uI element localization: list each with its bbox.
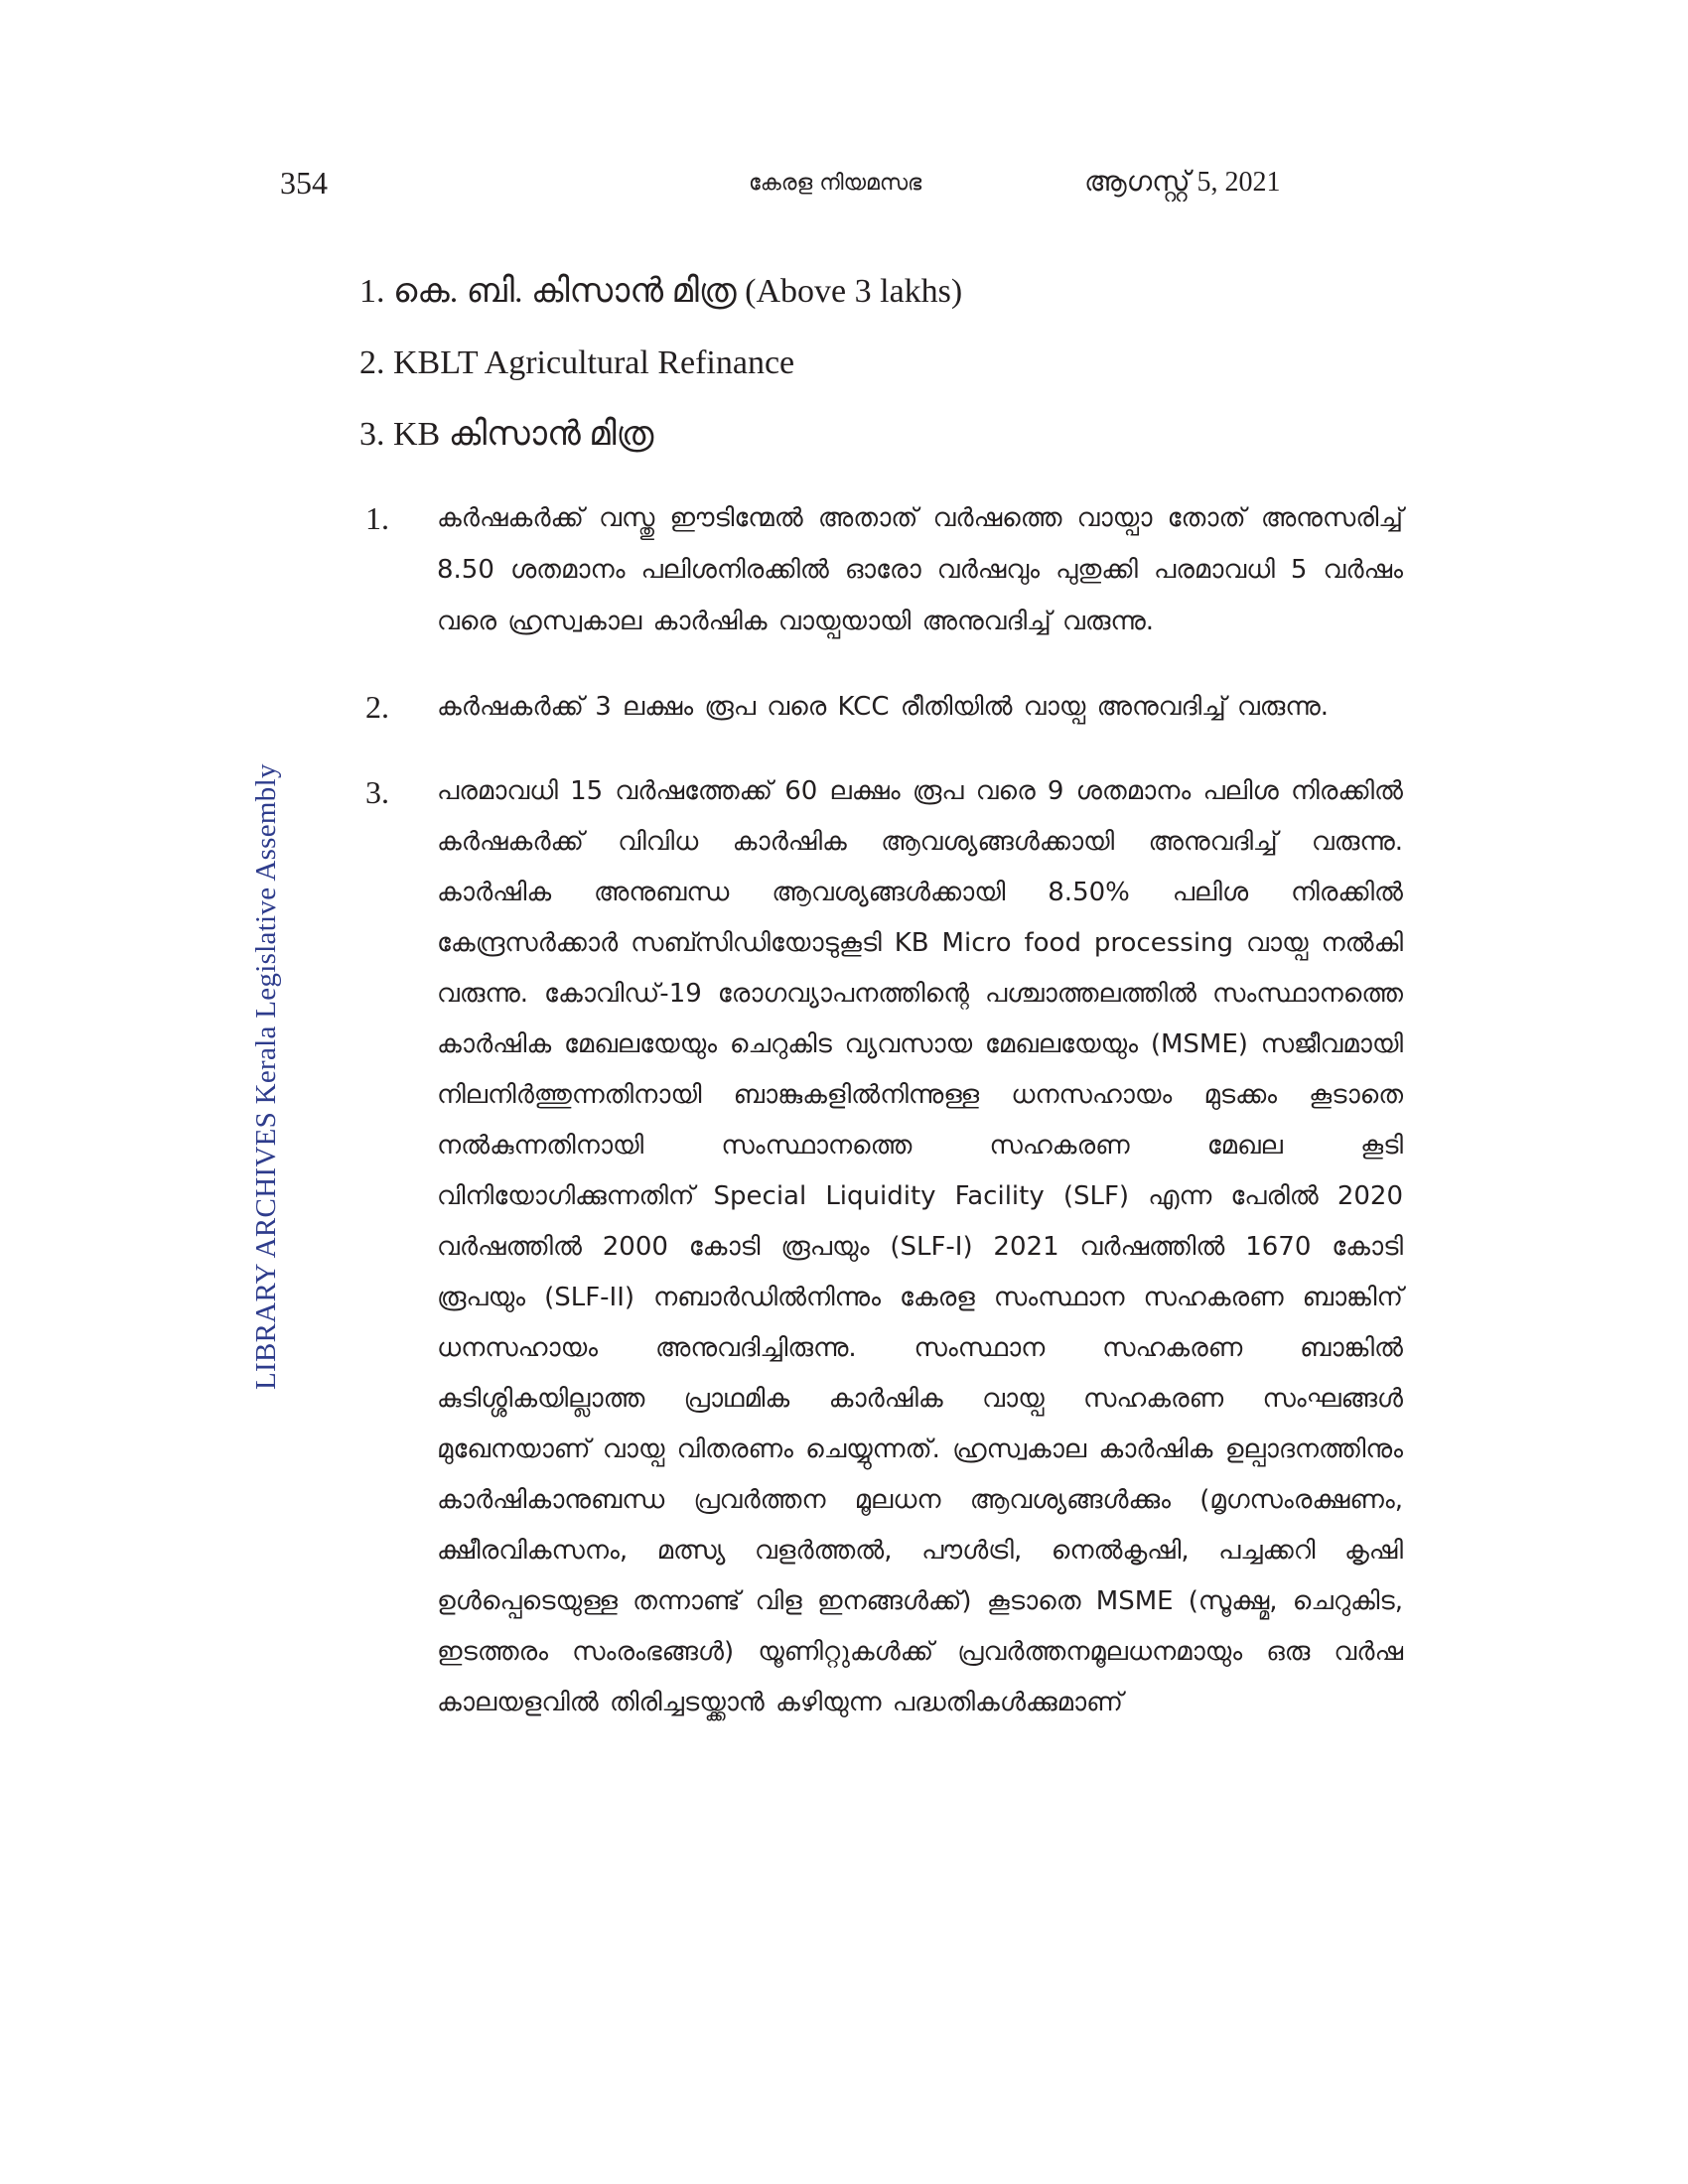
point-text: പരമാവധി 15 വർഷത്തേക്ക് 60 ലക്ഷം രൂപ വരെ 9 ശതമാനം പലിശ നിരക്കിൽ കർഷകർക്ക് വിവിധ കാർഷിക ആവശ്യങ്ങൾക്കായി അനുവദിച്ച് വരുന്നു. കാർഷിക അനുബന്ധ ആവശ്യങ്ങൾക്കായി 8.50% പലിശ നിരക്കിൽ കേന്ദ്രസർക്കാർ സബ്സിഡിയോടുകൂടി KB Micro food processing വായ്പ നൽകി വരുന്നു. കോവിഡ്-19 രോഗവ്യാപനത്തിന്റെ പശ്ചാത്തലത്തിൽ സംസ്ഥാനത്തെ കാർഷിക മേഖലയേയും ചെറുകിട വ്യവസായ മേഖലയേയും (MSME) സജീവമായി നിലനിർത്തുന്നതിനായി ബാങ്കുകളിൽനിന്നുള്ള ധനസഹായം മുടക്കം കൂടാതെ നൽകുന്നതിനായി സംസ്ഥാനത്തെ സഹകരണ മേഖല കൂടി വിനിയോഗിക്കുന്നതിന് Special Liquidity Facility (SLF) എന്ന പേരിൽ 2020 വർഷത്തിൽ 2000 കോടി രൂപയും (SLF-I) 2021 വർഷത്തിൽ 1670 കോടി രൂപയും (SLF-II) നബാർഡിൽനിന്നും കേരള സംസ്ഥാന സഹകരണ ബാങ്കിന് ധനസഹായം അനുവദിച്ചിരുന്നു. സംസ്ഥാന സഹകരണ ബാങ്കിൽ കുടിശ്ശികയില്ലാത്ത പ്രാഥമിക കാർഷിക വായ്പ സഹകരണ സംഘങ്ങൾ മുഖേനയാണ് വായ്പ വിതരണം ചെയ്യുന്നത്. ഹ്രസ്വകാല കാർഷിക ഉല്പാദനത്തിനും കാർഷികാനുബന്ധ പ്രവർത്തന മൂലധന ആവശ്യങ്ങൾക്കും (മൃഗസംരക്ഷണം, ക്ഷീരവികസനം, മത്സ്യ വളർത്തൽ, പൗൾട്രി, നെൽകൃഷി, പച്ചക്കറി കൃഷി ഉൾപ്പെടെയുള്ള തന്നാണ്ട് വിള ഇനങ്ങൾക്ക്) കൂടാതെ MSME (സൂക്ഷ്മ, ചെറുകിട, ഇടത്തരം സംരംഭങ്ങൾ) യൂണിറ്റുകൾക്ക് പ്രവർത്തനമൂലധനമായും ഒരു വർഷ കാലയളവിൽ തിരിച്ചടയ്ക്കാൻ കഴിയുന്ന പദ്ധതികൾക്കുമാണ് (437, 776, 1403, 1717)
scheme-item: 1. കെ. ബി. കിസാൻ മിത്ര (Above 3 lakhs) (359, 273, 963, 310)
scheme-item: 3. KB കിസാൻ മിത്ര (359, 416, 654, 453)
side-watermark: LIBRARY ARCHIVES Kerala Legislative Assembly (250, 763, 282, 1390)
scheme-item: 2. KBLT Agricultural Refinance (359, 344, 795, 381)
page-number: 354 (280, 165, 328, 201)
running-title: കേരള നിയമസഭ (749, 171, 922, 196)
numbered-points (365, 492, 1403, 1762)
point-number: 1. (365, 500, 389, 536)
point-1 (365, 492, 1403, 647)
point-number: 3. (365, 774, 389, 810)
point-3 (365, 766, 1403, 1728)
point-text: കർഷകർക്ക് വസ്തു ഈടിന്മേൽ അതാത് വർഷത്തെ വായ്പാ തോത് അനുസരിച്ച് 8.50 ശതമാനം പലിശനിരക്കിൽ ഓരോ വർഷവും പുതുക്കി പരമാവധി 5 വർഷം വരെ ഹ്രസ്വകാല കാർഷിക വായ്പയായി അനുവദിച്ച് വരുന്നു. (437, 503, 1403, 636)
scheme-list (359, 270, 962, 484)
running-date: ആഗസ്റ്റ് 5, 2021 (1084, 167, 1281, 198)
point-2 (365, 681, 1403, 733)
point-number: 2. (365, 689, 389, 725)
point-text: കർഷകർക്ക് 3 ലക്ഷം രൂപ വരെ KCC രീതിയിൽ വായ്പ അനുവദിച്ച് വരുന്നു. (437, 692, 1330, 722)
